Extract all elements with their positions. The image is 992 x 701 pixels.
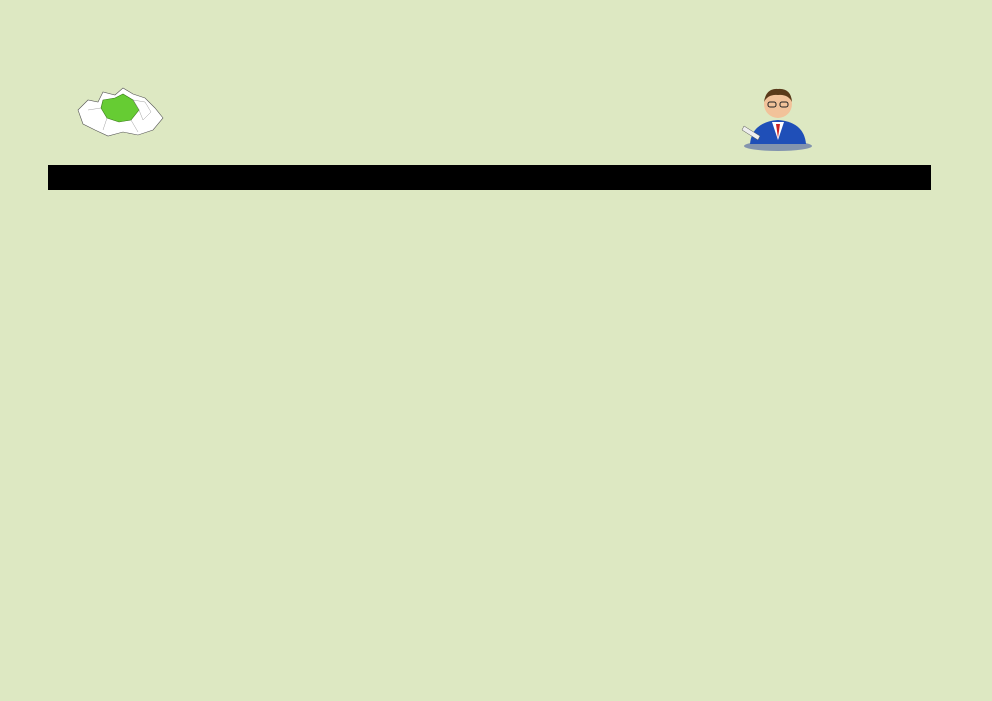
translators-table (48, 165, 931, 190)
businessman-icon (738, 82, 818, 152)
col-header-ctu (408, 165, 460, 190)
col-header-asseverazioni (147, 165, 241, 190)
document-header (48, 68, 938, 616)
col-header-traduttore (241, 165, 355, 190)
table-header-row (48, 165, 931, 190)
lombardy-map-icon (73, 80, 168, 140)
col-header-lingue (48, 165, 147, 190)
col-header-tecnico (355, 165, 408, 190)
col-header-sito (685, 165, 931, 190)
col-header-mail (460, 165, 685, 190)
